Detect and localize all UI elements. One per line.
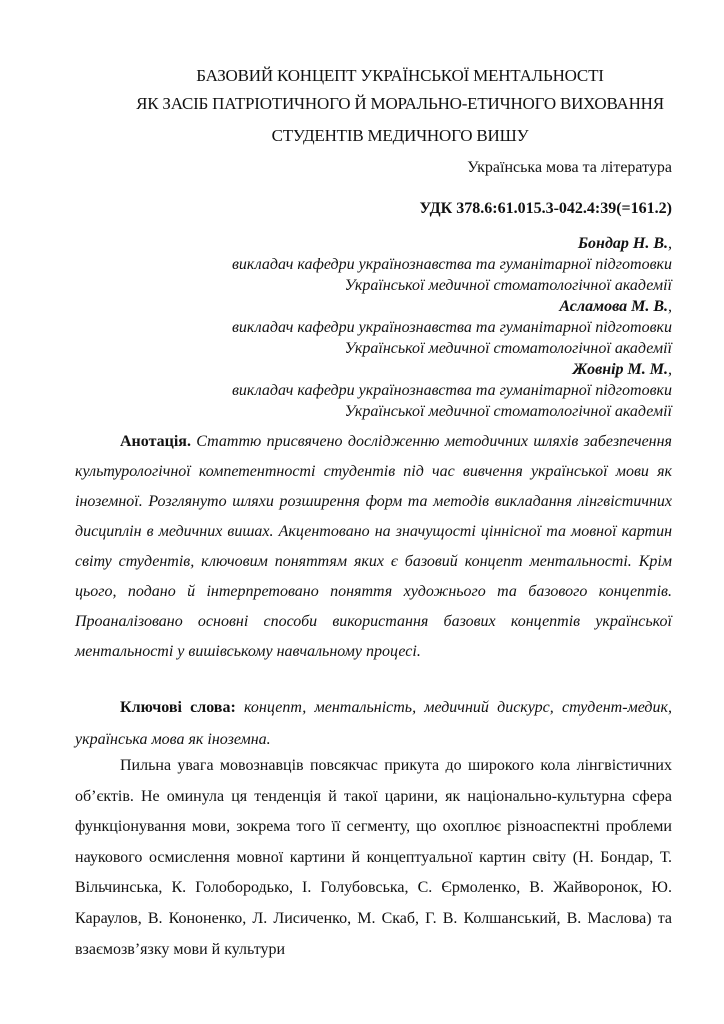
author-2: Асламова М. В., [559, 298, 672, 315]
author-1: Бондар Н. В., [577, 235, 672, 252]
keywords-text: концепт, ментальність, медичний дискурс, студент-медик, українська мова як іноземна. [75, 699, 673, 748]
author-3: Жовнір М. М., [572, 361, 672, 378]
abstract-label: Анотація. [120, 433, 191, 450]
subject-area: Українська мова та література [467, 159, 672, 176]
authors-block [112, 233, 672, 422]
keywords-paragraph [75, 692, 672, 756]
author-position: викладач кафедри українознавства та гуманітарної підготовки [231, 256, 672, 273]
abstract-paragraph [75, 427, 672, 667]
title-line-2: ЯК ЗАСІБ ПАТРІОТИЧНОГО Й МОРАЛЬНО-ЕТИЧНОГО ВИХОВАННЯ [136, 94, 664, 113]
keywords-label: Ключові слова: [120, 699, 236, 716]
udk-code: УДК 378.6:61.015.3-042.4:39(=161.2) [419, 200, 672, 217]
author-name: Асламова М. В. [559, 298, 668, 315]
author-position: викладач кафедри українознавства та гуманітарної підготовки [231, 382, 672, 399]
author-name: Бондар Н. В. [577, 235, 668, 252]
author-position: викладач кафедри українознавства та гуманітарної підготовки [231, 319, 672, 336]
author-institution: Української медичної стоматологічної академії [344, 277, 672, 294]
abstract-text: Статтю присвячено дослідженню методичних шляхів забезпечення культурологічної компетентності студентів під час вивчення української мови як іноземної. Розглянуто шляхи розширення форм та методів викладання лінгвістичних дисциплін в медичних вишах. Акцентовано на значущості ціннісної та мовної картин світу студентів, ключовим поняттям яких є базовий концепт ментальності. Крім цього, подано й інтерпретовано поняття художнього та базового концептів. Проаналізовано основні способи використання базових концептів української ментальності у вишівському навчальному процесі. [75, 433, 672, 660]
body-paragraph [75, 751, 672, 965]
title-line-1: БАЗОВИЙ КОНЦЕПТ УКРАЇНСЬКОЇ МЕНТАЛЬНОСТІ [196, 66, 604, 85]
author-name: Жовнір М. М. [572, 361, 668, 378]
author-institution: Української медичної стоматологічної академії [344, 403, 672, 420]
body-text: Пильна увага мовознавців повсякчас прикута до широкого кола лінгвістичних об’єктів. Не оминула ця тенденція й такої царини, як національно-культурна сфера функціонування мови, зокрема того її сегменту, що охоплює різноаспектні проблеми наукового осмислення мовної картини й концептуальної картин світу (Н. Бондар, Т. Вільчинська, К. Голобородько, І. Голубовська, С. Єрмоленко, В. Жайворонок, Ю. Караулов, В. Кононенко, Л. Лисиченко, М. Скаб, Г. В. Колшанський, В. Маслова) та взаємозв’язку мови й культури [75, 757, 672, 958]
author-institution: Української медичної стоматологічної академії [344, 340, 672, 357]
title-line-3: СТУДЕНТІВ МЕДИЧНОГО ВИШУ [271, 126, 529, 145]
